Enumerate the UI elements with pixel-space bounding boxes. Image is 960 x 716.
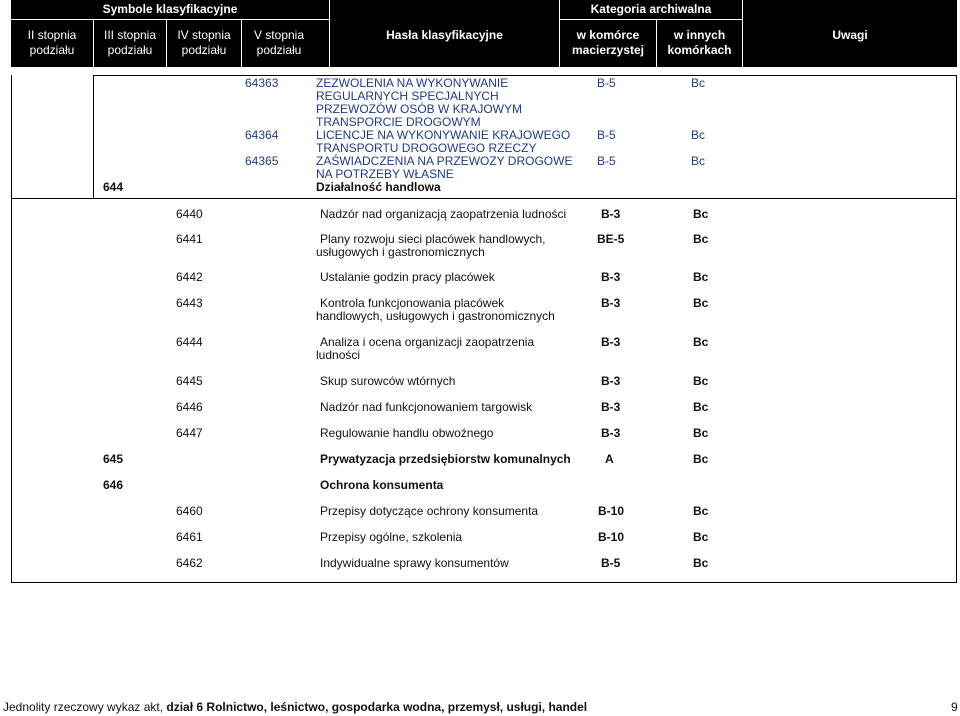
- row-other-category: Bc: [693, 400, 709, 414]
- row-code: 6440: [176, 207, 203, 221]
- row-title: REGULARNYCH SPECJALNYCH: [316, 89, 499, 103]
- row-category: B-3: [601, 207, 621, 221]
- row-title: Nadzór nad organizacją zaopatrzenia ludności: [320, 207, 567, 221]
- group-code: 644: [103, 180, 124, 194]
- header-col-iii: III stopnia podziału: [103, 28, 157, 57]
- row-category: BE-5: [597, 232, 625, 246]
- row-title: Przepisy dotyczące ochrony konsumenta: [320, 504, 539, 518]
- row-title: Ustalanie godzin pracy placówek: [320, 270, 495, 284]
- row-category: B-5: [597, 128, 616, 142]
- row-other-category: Bc: [693, 270, 709, 284]
- grid-line: [11, 75, 12, 583]
- row-other-category: Bc: [693, 426, 709, 440]
- header-divider: [656, 19, 657, 67]
- group-code: 646: [103, 478, 124, 492]
- row-category: B-10: [598, 504, 625, 518]
- header-uwagi: Uwagi: [832, 28, 868, 42]
- row-other-category: Bc: [691, 154, 706, 168]
- header-divider: [93, 19, 94, 67]
- row-other-category: Bc: [693, 504, 709, 518]
- header-w-innych: w innych komórkach: [667, 28, 732, 57]
- header-col-v: V stopnia podziału: [253, 28, 305, 57]
- row-title: usługowych i gastronomicznych: [316, 245, 485, 259]
- row-title: TRANSPORCIE DROGOWYM: [316, 115, 481, 129]
- row-code: 6443: [176, 296, 203, 310]
- row-category: A: [605, 452, 614, 466]
- row-code: 6447: [176, 426, 203, 440]
- row-code: 6441: [176, 232, 203, 246]
- grid-line: [93, 75, 957, 76]
- row-title: Skup surowców wtórnych: [320, 374, 456, 388]
- row-other-category: Bc: [693, 530, 709, 544]
- row-category: B-3: [601, 400, 621, 414]
- row-code: 6460: [176, 504, 203, 518]
- row-category: B-5: [597, 154, 616, 168]
- header-col-iv: IV stopnia podziału: [177, 28, 231, 57]
- header-hasla: Hasła klasyfikacyjne: [386, 28, 503, 42]
- group-title: Ochrona konsumenta: [320, 478, 444, 492]
- header-divider: [166, 19, 167, 67]
- row-category: B-3: [601, 426, 621, 440]
- row-title: Nadzór nad funkcjonowaniem targowisk: [320, 400, 533, 414]
- row-title: Plany rozwoju sieci placówek handlowych,: [320, 232, 546, 246]
- row-other-category: Bc: [693, 452, 709, 466]
- row-code: 6461: [176, 530, 203, 544]
- row-category: B-3: [601, 335, 621, 349]
- row-code: 6445: [176, 374, 203, 388]
- row-code: 64363: [245, 76, 279, 90]
- row-category: B-5: [601, 556, 621, 570]
- row-title: NA POTRZEBY WŁASNE: [316, 167, 454, 181]
- header-divider: [11, 19, 329, 20]
- row-title: LICENCJE NA WYKONYWANIE KRAJOWEGO: [316, 128, 571, 142]
- row-other-category: Bc: [693, 207, 709, 221]
- row-code: 6442: [176, 270, 203, 284]
- group-title: Prywatyzacja przedsiębiorstw komunalnych: [320, 452, 571, 466]
- header-divider: [560, 19, 742, 20]
- row-other-category: Bc: [693, 556, 709, 570]
- row-category: B-3: [601, 374, 621, 388]
- row-other-category: Bc: [691, 76, 706, 90]
- footer-section: dział 6 Rolnictwo, leśnictwo, gospodarka wodna, przemysł, usługi, handel: [166, 700, 588, 714]
- group-title: Działalność handlowa: [316, 180, 441, 194]
- row-title: Kontrola funkcjonowania placówek: [320, 296, 505, 310]
- row-category: B-3: [601, 296, 621, 310]
- header-kategoria: Kategoria archiwalna: [590, 2, 712, 16]
- row-code: 64365: [245, 154, 279, 168]
- row-other-category: Bc: [693, 335, 709, 349]
- grid-line: [93, 75, 94, 198]
- grid-line: [11, 198, 957, 199]
- row-title: handlowych, usługowych i gastronomicznych: [316, 309, 555, 323]
- header-divider: [742, 0, 743, 67]
- page-footer: [3, 700, 587, 714]
- row-other-category: Bc: [693, 232, 709, 246]
- row-title: ZEZWOLENIA NA WYKONYWANIE: [316, 76, 509, 90]
- grid-line: [11, 582, 957, 583]
- footer-prefix: Jednolity rzeczowy wykaz akt,: [3, 700, 167, 714]
- grid-line: [956, 75, 957, 583]
- header-w-komorce: w komórce macierzystej: [571, 28, 645, 57]
- row-other-category: Bc: [693, 374, 709, 388]
- header-symbole: Symbole klasyfikacyjne: [102, 2, 238, 16]
- row-title: Indywidualne sprawy konsumentów: [320, 556, 509, 570]
- row-other-category: Bc: [693, 296, 709, 310]
- page-number: 9: [951, 700, 958, 714]
- row-category: B-3: [601, 270, 621, 284]
- row-code: 64364: [245, 128, 279, 142]
- row-other-category: Bc: [691, 128, 706, 142]
- header-divider: [559, 0, 560, 67]
- row-title: Przepisy ogólne, szkolenia: [320, 530, 463, 544]
- header-col-ii: II stopnia podziału: [27, 28, 77, 57]
- row-title: Regulowanie handlu obwoźnego: [320, 426, 494, 440]
- group-code: 645: [103, 452, 124, 466]
- row-code: 6446: [176, 400, 203, 414]
- row-title: PRZEWOZÓW OSÓB W KRAJOWYM: [316, 102, 522, 116]
- row-code: 6444: [176, 335, 203, 349]
- row-title: Analiza i ocena organizacji zaopatrzenia: [320, 335, 535, 349]
- row-title: ZAŚWIADCZENIA NA PRZEWOZY DROGOWE: [316, 154, 573, 168]
- row-code: 6462: [176, 556, 203, 570]
- row-title: TRANSPORTU DROGOWEGO RZECZY: [316, 141, 537, 155]
- row-title: ludności: [316, 348, 361, 362]
- header-divider: [241, 19, 242, 67]
- row-category: B-10: [598, 530, 625, 544]
- row-category: B-5: [597, 76, 616, 90]
- header-divider: [329, 0, 330, 67]
